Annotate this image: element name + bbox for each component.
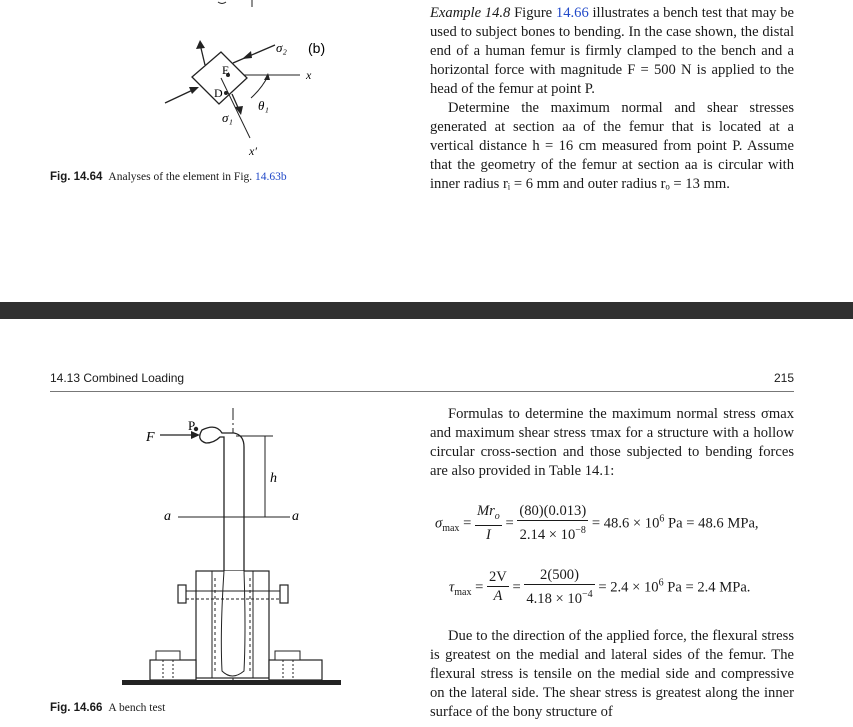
page-separator	[0, 302, 853, 319]
example-paragraph-1	[430, 4, 794, 99]
fig-ref-link[interactable]: 14.63b	[255, 171, 287, 183]
eq2-result-exp: 6	[658, 577, 664, 589]
sigma2-label: σ₂	[276, 40, 287, 55]
eq2-f2-den-exp: −4	[582, 589, 593, 600]
eq2-lhs-sub: max	[454, 587, 472, 599]
eq2-fraction-1	[487, 569, 509, 606]
eq1-fraction-1	[475, 503, 502, 545]
eq1-f1-num: Mr	[476, 503, 495, 519]
eq2-f2-den: 4.18 × 10	[526, 590, 583, 607]
x-prime-label: x′	[249, 144, 257, 158]
max-shear-stress-equation: $\tau_{max}$ = $\frac{2V}{A}$ = $\frac{2(500)}{4.18 \times 10^{-4}}$ = $2.4 \times 10^6$ Pa = 2.4 MPa.	[449, 567, 751, 607]
formulas-intro-paragraph: Formulas to determine the maximum normal stress σmax and maximum shear stress τmax for a structure with a hollow circular cross-section and those subjected to bending forces are also provided in Table 14.1:	[430, 406, 794, 479]
eq1-lhs: σ	[435, 515, 443, 532]
page-number: 215	[774, 371, 795, 385]
closing-paragraph: Due to the direction of the applied force, the flexural stress is greatest on the medial and lateral sides of the femur. The flexural stress is tensile on the medial side and compressive on the lateral side. The shear stress is greatest along the inner surface of the bony structure of	[430, 628, 794, 720]
section-a-right-label: a	[292, 509, 299, 524]
theta1-label: θ₁	[258, 98, 269, 113]
header-rule	[50, 391, 794, 392]
force-F-label: F	[146, 430, 155, 445]
eq1-f2-den-exp: −8	[575, 525, 586, 537]
fig-14-64-caption	[50, 171, 287, 183]
eq2-result: = 2.4 × 10	[598, 579, 659, 596]
point-E-label: E	[222, 63, 230, 77]
eq2-f1-den: A	[493, 588, 503, 605]
example-p1-text: illustrates a bench test that may be used to subject bones to bending. In the case shown, the distal end of a human femur is firmly clamped to the bench and a horizontal force with magnitude F = 500 N is applied to the head of the femur at point P.	[430, 5, 794, 97]
fig-14-66-caption	[50, 702, 165, 714]
caption-text: Analyses of the element in Fig.	[108, 171, 253, 183]
eq2-lhs: τ	[449, 579, 455, 596]
point-D-label: D	[214, 86, 223, 100]
running-header-section: 14.13 Combined Loading	[50, 371, 185, 385]
caption-label: Fig. 14.66	[50, 702, 103, 714]
example-intro: Figure	[514, 5, 553, 21]
eq1-result: = 48.6 × 10	[591, 515, 660, 532]
fig-14-66-link[interactable]: 14.66	[555, 5, 589, 21]
eq1-result-exp: 6	[659, 513, 665, 525]
example-paragraph-2: Determine the maximum normal and shear stresses generated at section aa of the femur that is located at a vertical distance h = 16 cm measured from point P. Assume that the geometry of the femur at section aa is circular with inner radius rᵢ = 6 mm and outer radius rₒ = 13 mm.	[430, 100, 794, 192]
element-analysis-figure	[150, 0, 350, 165]
x-axis-label: x	[306, 68, 312, 82]
point-P-label: P	[188, 418, 196, 433]
eq2-f2-num: 2(500)	[524, 567, 594, 585]
sigma1-label: σ₁	[222, 110, 233, 125]
eq1-result-tail: Pa = 48.6 MPa,	[664, 515, 759, 532]
h-label: h	[270, 471, 277, 486]
max-normal-stress-equation: $\sigma_{max}$ = $\frac{Mr_o}{I}$ = $\frac{(80)(0.013)}{2.14 \times 10^{-8}}$ = $48.6 \times 10^6$ Pa = 48.6 MPa,	[435, 503, 759, 543]
section-a-left-label: a	[164, 509, 171, 524]
eq1-f1-den: I	[485, 526, 491, 543]
eq1-lhs-sub: max	[442, 523, 460, 535]
panel-b-label: (b)	[308, 40, 326, 56]
example-title: Example 14.8	[430, 5, 511, 21]
example-14-8	[430, 4, 794, 194]
caption-text: A bench test	[108, 702, 166, 714]
bench-test-figure	[120, 400, 350, 695]
caption-label: Fig. 14.64	[50, 171, 103, 183]
eq1-fraction-2	[517, 503, 588, 545]
eq2-fraction-2	[524, 567, 594, 609]
eq2-f1-num: 2V	[488, 569, 507, 586]
eq1-f2-den: 2.14 × 10	[519, 526, 576, 543]
eq1-f2-num: (80)(0.013)	[519, 503, 587, 520]
eq1-f1-num-sub: o	[494, 510, 500, 522]
eq2-result-tail: Pa = 2.4 MPa.	[663, 579, 751, 596]
